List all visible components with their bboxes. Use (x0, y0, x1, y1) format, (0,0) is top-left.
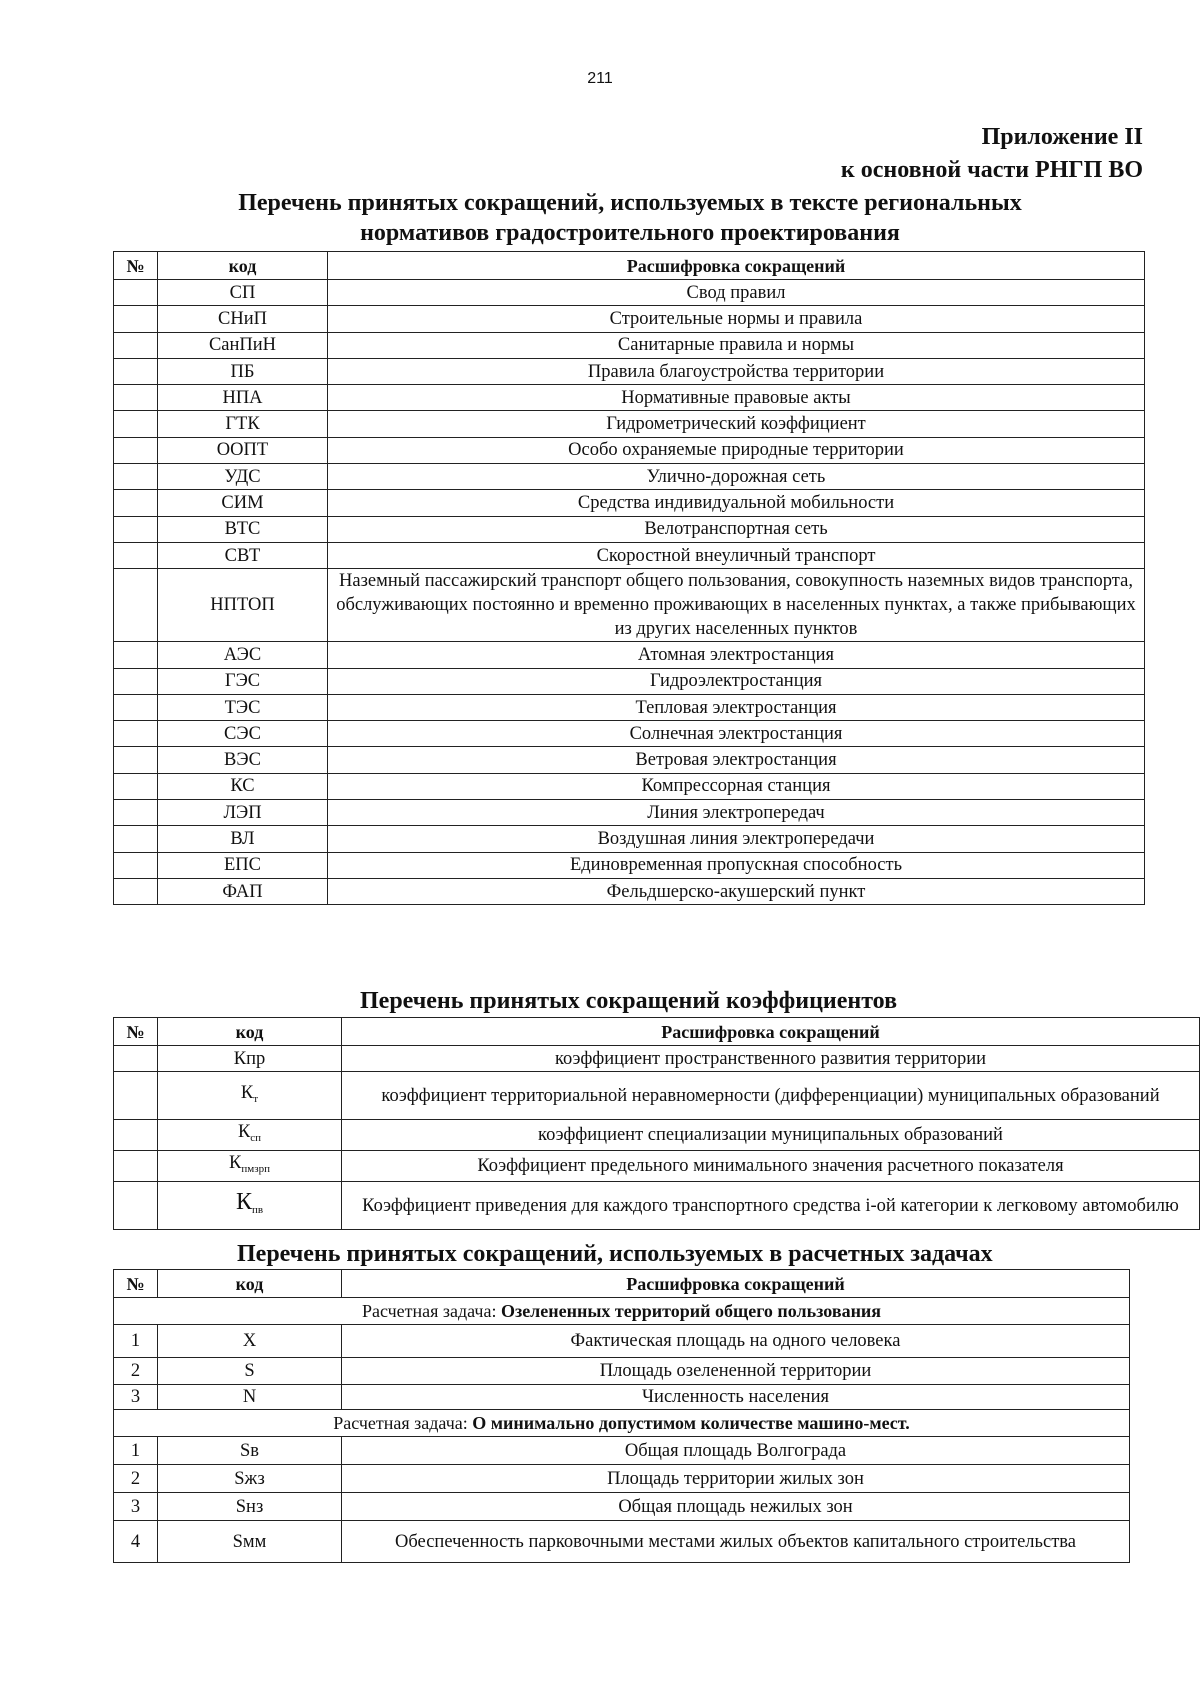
variable-code: Sжз (158, 1465, 342, 1493)
appendix-subtitle: к основной части РНГП ВО (840, 157, 1143, 183)
row-number (114, 721, 158, 747)
row-number (114, 800, 158, 826)
row-number (114, 332, 158, 358)
row-number (114, 852, 158, 878)
abbreviation-code: ЕПС (158, 852, 328, 878)
coefficient-description: коэффициент пространственного развития территории (342, 1046, 1200, 1072)
abbreviation-code: ТЭС (158, 694, 328, 720)
row-number (114, 280, 158, 306)
abbreviation-description: Ветровая электростанция (328, 747, 1145, 773)
abbreviation-code: ВЭС (158, 747, 328, 773)
row-number: 3 (114, 1493, 158, 1521)
abbreviation-description: Особо охраняемые природные территории (328, 437, 1145, 463)
column-header-description: Расшифровка сокращений (328, 252, 1145, 280)
coefficient-symbol: К (235, 1188, 252, 1215)
abbreviation-description: Скоростной внеуличный транспорт (328, 542, 1145, 568)
section-title-1-line-2: нормативов градостроительного проектирования (360, 220, 900, 246)
table-row (114, 464, 1145, 490)
abbreviation-description: Санитарные правила и нормы (328, 332, 1145, 358)
coefficient-subscript: сп (250, 1132, 262, 1144)
row-number (114, 773, 158, 799)
coefficient-description: коэффициент специализации муниципальных образований (342, 1120, 1200, 1151)
task-title (114, 1298, 1130, 1325)
abbreviation-code: ЛЭП (158, 800, 328, 826)
column-header-description: Расшифровка сокращений (342, 1018, 1200, 1046)
table-row (114, 490, 1145, 516)
row-number (114, 542, 158, 568)
coefficient-symbol: К (240, 1082, 254, 1103)
row-number (114, 1120, 158, 1151)
abbreviation-code: ВЛ (158, 826, 328, 852)
row-number (114, 1151, 158, 1182)
abbreviation-code: СЭС (158, 721, 328, 747)
row-number (114, 1182, 158, 1230)
abbreviation-description: Гидроэлектростанция (328, 668, 1145, 694)
row-number (114, 747, 158, 773)
variable-description: Площадь озелененной территории (342, 1358, 1130, 1385)
table-row (114, 411, 1145, 437)
variable-description: Обеспеченность парковочными местами жилых объектов капитального строительства (342, 1521, 1130, 1563)
abbreviation-description: Средства индивидуальной мобильности (328, 490, 1145, 516)
table-row (114, 800, 1145, 826)
variable-code: S (158, 1358, 342, 1385)
table-row (114, 1182, 1200, 1230)
row-number (114, 306, 158, 332)
row-number: 2 (114, 1465, 158, 1493)
column-header-number: № (114, 1270, 158, 1298)
table-row (114, 280, 1145, 306)
table-row (114, 878, 1145, 904)
variable-description: Фактическая площадь на одного человека (342, 1325, 1130, 1358)
variable-code: X (158, 1325, 342, 1358)
abbreviation-code: НПТОП (158, 569, 328, 642)
abbreviation-description: Правила благоустройства территории (328, 358, 1145, 384)
abbreviation-code: УДС (158, 464, 328, 490)
abbreviation-description: Свод правил (328, 280, 1145, 306)
abbreviation-description: Гидрометрический коэффициент (328, 411, 1145, 437)
abbreviation-code: НПА (158, 385, 328, 411)
variable-description: Площадь территории жилых зон (342, 1465, 1130, 1493)
table-row (114, 1358, 1130, 1385)
column-header-code: код (158, 1270, 342, 1298)
abbreviation-description: Фельдшерско-акушерский пункт (328, 878, 1145, 904)
task-prefix: Расчетная задача: (361, 1301, 501, 1321)
section-title-1-line-1: Перечень принятых сокращений, используемых в тексте региональных (238, 190, 1022, 216)
abbreviation-description: Наземный пассажирский транспорт общего пользования, совокупность наземных видов транспорта, обслуживающих постоянно и временно проживающих в населенных пунктах, а также прибывающих из других населенных пунктов (328, 569, 1145, 642)
table-row (114, 385, 1145, 411)
column-header-description: Расшифровка сокращений (342, 1270, 1130, 1298)
row-number (114, 516, 158, 542)
table-row (114, 1325, 1130, 1358)
abbreviation-code: ГТК (158, 411, 328, 437)
table-row (114, 1046, 1200, 1072)
abbreviation-code: СНиП (158, 306, 328, 332)
table-row (114, 1521, 1130, 1563)
coefficient-code (158, 1072, 342, 1120)
abbreviation-description: Нормативные правовые акты (328, 385, 1145, 411)
abbreviation-description: Воздушная линия электропередачи (328, 826, 1145, 852)
row-number (114, 642, 158, 668)
task-header-row (114, 1298, 1130, 1325)
variable-code: Sмм (158, 1521, 342, 1563)
variable-code: Sнз (158, 1493, 342, 1521)
coefficient-description: Коэффициент приведения для каждого транспортного средства i-ой категории к легковому автомобилю (342, 1182, 1200, 1230)
coefficient-symbol: К (237, 1122, 251, 1142)
row-number (114, 878, 158, 904)
abbreviation-description: Тепловая электростанция (328, 694, 1145, 720)
row-number (114, 826, 158, 852)
variable-code: Sв (158, 1437, 342, 1465)
variable-description: Общая площадь Волгограда (342, 1437, 1130, 1465)
abbreviation-code: ПБ (158, 358, 328, 384)
row-number: 1 (114, 1437, 158, 1465)
task-title (114, 1410, 1130, 1437)
abbreviation-description: Улично-дорожная сеть (328, 464, 1145, 490)
table-row (114, 668, 1145, 694)
table-row (114, 773, 1145, 799)
coefficient-description: коэффициент территориальной неравномерности (дифференциации) муниципальных образований (342, 1072, 1200, 1120)
appendix-title: Приложение II (981, 124, 1143, 150)
abbreviations-table (113, 251, 1145, 905)
row-number (114, 464, 158, 490)
task-name: О минимально допустимом количестве машино-мест. (472, 1413, 910, 1433)
variable-description: Численность населения (342, 1385, 1130, 1410)
calculation-tasks-table (113, 1269, 1130, 1563)
table-row (114, 826, 1145, 852)
table-row (114, 306, 1145, 332)
section-title-2: Перечень принятых сокращений коэффициентов (360, 988, 898, 1014)
column-header-number: № (114, 1018, 158, 1046)
table-row (114, 1437, 1130, 1465)
row-number: 4 (114, 1521, 158, 1563)
row-number (114, 569, 158, 642)
abbreviation-description: Велотранспортная сеть (328, 516, 1145, 542)
row-number (114, 411, 158, 437)
abbreviation-code: ВТС (158, 516, 328, 542)
abbreviation-code: СВТ (158, 542, 328, 568)
row-number (114, 1046, 158, 1072)
abbreviation-code: ФАП (158, 878, 328, 904)
abbreviation-code: СИМ (158, 490, 328, 516)
table-row (114, 569, 1145, 642)
column-header-number: № (114, 252, 158, 280)
table-row (114, 1072, 1200, 1120)
table-row (114, 516, 1145, 542)
table-row (114, 332, 1145, 358)
table-row (114, 694, 1145, 720)
page-number: 211 (587, 70, 613, 87)
row-number (114, 437, 158, 463)
row-number: 2 (114, 1358, 158, 1385)
abbreviation-description: Единовременная пропускная способность (328, 852, 1145, 878)
table-row (114, 642, 1145, 668)
task-name: Озелененных территорий общего пользования (500, 1301, 882, 1321)
task-header-row (114, 1410, 1130, 1437)
table-row (114, 1465, 1130, 1493)
table-row (114, 1385, 1130, 1410)
table-row (114, 852, 1145, 878)
abbreviation-code: СанПиН (158, 332, 328, 358)
row-number: 1 (114, 1325, 158, 1358)
row-number (114, 694, 158, 720)
table-row (114, 747, 1145, 773)
abbreviation-description: Солнечная электростанция (328, 721, 1145, 747)
task-prefix: Расчетная задача: (333, 1413, 473, 1433)
coefficient-symbol: К (229, 1153, 242, 1173)
table-row (114, 1120, 1200, 1151)
abbreviation-description: Атомная электростанция (328, 642, 1145, 668)
column-header-code: код (158, 1018, 342, 1046)
abbreviation-code: КС (158, 773, 328, 799)
coefficient-subscript: пмзрп (241, 1163, 270, 1175)
coefficient-symbol: Кпр (233, 1048, 266, 1069)
table-row (114, 542, 1145, 568)
abbreviation-description: Линия электропередач (328, 800, 1145, 826)
coefficients-table (113, 1017, 1200, 1230)
row-number: 3 (114, 1385, 158, 1410)
abbreviation-code: ГЭС (158, 668, 328, 694)
abbreviation-description: Строительные нормы и правила (328, 306, 1145, 332)
coefficient-subscript: пв (251, 1203, 264, 1216)
row-number (114, 1072, 158, 1120)
coefficient-code (158, 1120, 342, 1151)
coefficient-code (158, 1151, 342, 1182)
table-row (114, 721, 1145, 747)
abbreviation-code: СП (158, 280, 328, 306)
row-number (114, 490, 158, 516)
row-number (114, 358, 158, 384)
variable-description: Общая площадь нежилых зон (342, 1493, 1130, 1521)
abbreviation-code: АЭС (158, 642, 328, 668)
row-number (114, 668, 158, 694)
table-row (114, 1151, 1200, 1182)
variable-code: N (158, 1385, 342, 1410)
section-title-3: Перечень принятых сокращений, используемых в расчетных задачах (237, 1241, 993, 1267)
column-header-code: код (158, 252, 328, 280)
table-row (114, 1493, 1130, 1521)
coefficient-description: Коэффициент предельного минимального значения расчетного показателя (342, 1151, 1200, 1182)
coefficient-subscript: т (253, 1092, 259, 1105)
abbreviation-description: Компрессорная станция (328, 773, 1145, 799)
table-row (114, 358, 1145, 384)
row-number (114, 385, 158, 411)
abbreviation-code: ООПТ (158, 437, 328, 463)
table-row (114, 437, 1145, 463)
coefficient-code (158, 1046, 342, 1072)
coefficient-code (158, 1182, 342, 1230)
